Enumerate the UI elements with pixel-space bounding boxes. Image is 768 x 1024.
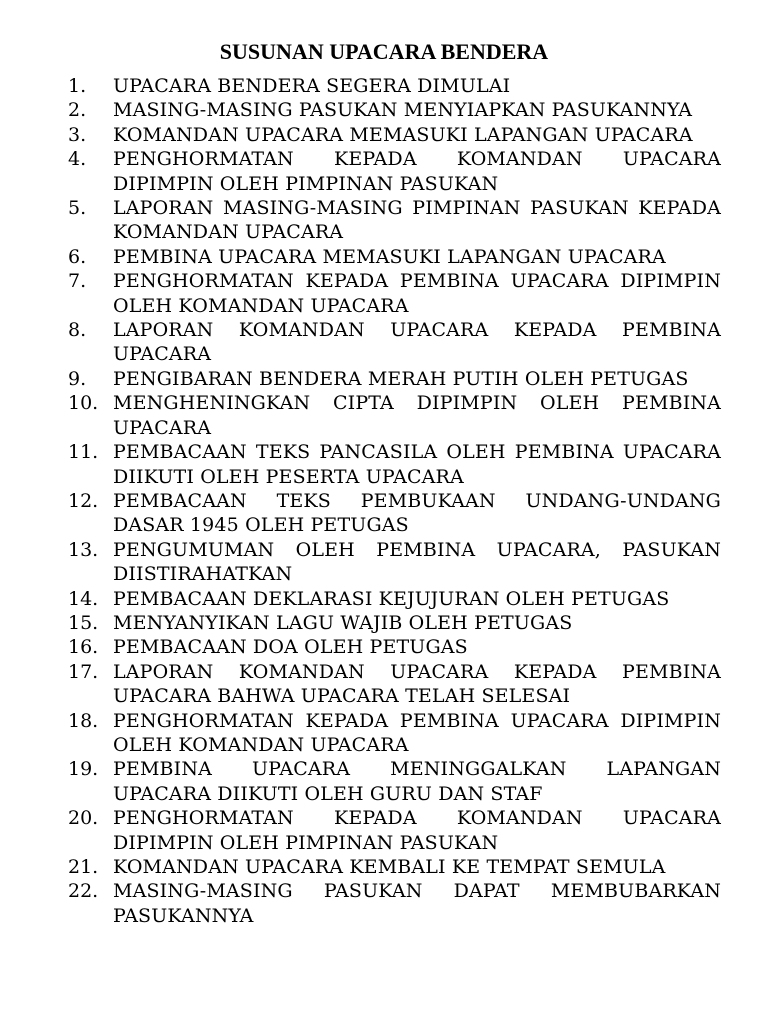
item-text: PEMBACAAN DEKLARASI KEJUJURAN OLEH PETUGAS — [113, 587, 670, 610]
item-text: PENGHORMATAN KEPADA KOMANDAN UPACARA DIPIMPIN OLEH PIMPINAN PASUKAN — [113, 148, 721, 195]
list-item — [0, 489, 768, 538]
list-item — [0, 245, 768, 269]
item-text: PEMBACAAN TEKS PANCASILA OLEH PEMBINA UPACARA DIIKUTI OLEH PESERTA UPACARA — [113, 441, 721, 488]
item-text: MENYANYIKAN LAGU WAJIB OLEH PETUGAS — [113, 611, 573, 634]
item-number: 4. — [68, 148, 87, 171]
ceremony-order-list — [0, 74, 768, 928]
item-number: 8. — [68, 319, 87, 342]
list-item — [0, 757, 768, 806]
list-item — [0, 587, 768, 611]
item-number: 1. — [68, 75, 87, 97]
list-item — [0, 879, 768, 928]
item-number: 22. — [68, 880, 99, 903]
list-item — [0, 440, 768, 489]
item-number: 16. — [68, 636, 99, 659]
item-text: UPACARA BENDERA SEGERA DIMULAI — [113, 75, 511, 97]
item-text: LAPORAN KOMANDAN UPACARA KEPADA PEMBINA UPACARA BAHWA UPACARA TELAH SELESAI — [113, 660, 721, 708]
item-text: PEMBINA UPACARA MEMASUKI LAPANGAN UPACARA — [113, 245, 666, 268]
item-number: 3. — [68, 123, 87, 146]
item-number: 2. — [68, 99, 87, 122]
list-item — [0, 635, 768, 659]
list-item — [0, 611, 768, 635]
item-text: PENGHORMATAN KEPADA PEMBINA UPACARA DIPIMPIN OLEH KOMANDAN UPACARA — [113, 270, 721, 317]
item-text: MASING-MASING PASUKAN DAPAT MEMBUBARKAN PASUKANNYA — [113, 880, 721, 927]
list-item — [0, 318, 768, 367]
item-text: LAPORAN MASING-MASING PIMPINAN PASUKAN KEPADA KOMANDAN UPACARA — [113, 197, 721, 244]
document-title: SUSUNAN UPACARA BENDERA — [219, 39, 549, 64]
item-number: 19. — [68, 758, 99, 781]
list-item — [0, 806, 768, 855]
item-number: 12. — [68, 489, 99, 512]
list-item — [0, 855, 768, 879]
item-number: 7. — [68, 270, 87, 293]
list-item — [0, 367, 768, 391]
item-number: 6. — [68, 245, 87, 268]
item-text: KOMANDAN UPACARA KEMBALI KE TEMPAT SEMULA — [113, 856, 666, 878]
item-number: 14. — [68, 587, 99, 610]
item-number: 10. — [68, 392, 99, 415]
item-number: 11. — [68, 441, 99, 464]
item-text: PENGIBARAN BENDERA MERAH PUTIH OLEH PETUGAS — [113, 367, 689, 390]
item-text: PEMBACAAN DOA OLEH PETUGAS — [113, 636, 468, 659]
list-item — [0, 660, 768, 709]
item-text: KOMANDAN UPACARA MEMASUKI LAPANGAN UPACARA — [113, 123, 693, 146]
item-text: MASING-MASING PASUKAN MENYIAPKAN PASUKANNYA — [113, 99, 693, 122]
item-text: PENGHORMATAN KEPADA KOMANDAN UPACARA DIPIMPIN OLEH PIMPINAN PASUKAN — [113, 807, 721, 854]
list-item — [0, 98, 768, 122]
list-item — [0, 391, 768, 440]
list-item — [0, 147, 768, 196]
item-text: LAPORAN KOMANDAN UPACARA KEPADA PEMBINA UPACARA — [113, 319, 721, 366]
item-text: PEMBACAAN TEKS PEMBUKAAN UNDANG-UNDANG DASAR 1945 OLEH PETUGAS — [113, 489, 721, 537]
item-number: 9. — [68, 367, 87, 390]
list-item — [0, 74, 768, 98]
item-number: 21. — [68, 856, 99, 878]
item-number: 13. — [68, 538, 99, 561]
item-number: 17. — [68, 660, 99, 683]
item-number: 18. — [68, 709, 99, 732]
item-text: MENGHENINGKAN CIPTA DIPIMPIN OLEH PEMBINA UPACARA — [113, 392, 721, 439]
item-text: PEMBINA UPACARA MENINGGALKAN LAPANGAN UPACARA DIIKUTI OLEH GURU DAN STAF — [113, 758, 721, 805]
item-number: 15. — [68, 611, 99, 634]
list-item — [0, 123, 768, 147]
list-item — [0, 538, 768, 587]
item-number: 5. — [68, 197, 87, 220]
item-number: 20. — [68, 807, 99, 830]
item-text: PENGHORMATAN KEPADA PEMBINA UPACARA DIPIMPIN OLEH KOMANDAN UPACARA — [113, 709, 721, 756]
item-text: PENGUMUMAN OLEH PEMBINA UPACARA, PASUKAN DIISTIRAHATKAN — [113, 538, 721, 586]
list-item — [0, 196, 768, 245]
list-item — [0, 269, 768, 318]
list-item — [0, 709, 768, 758]
